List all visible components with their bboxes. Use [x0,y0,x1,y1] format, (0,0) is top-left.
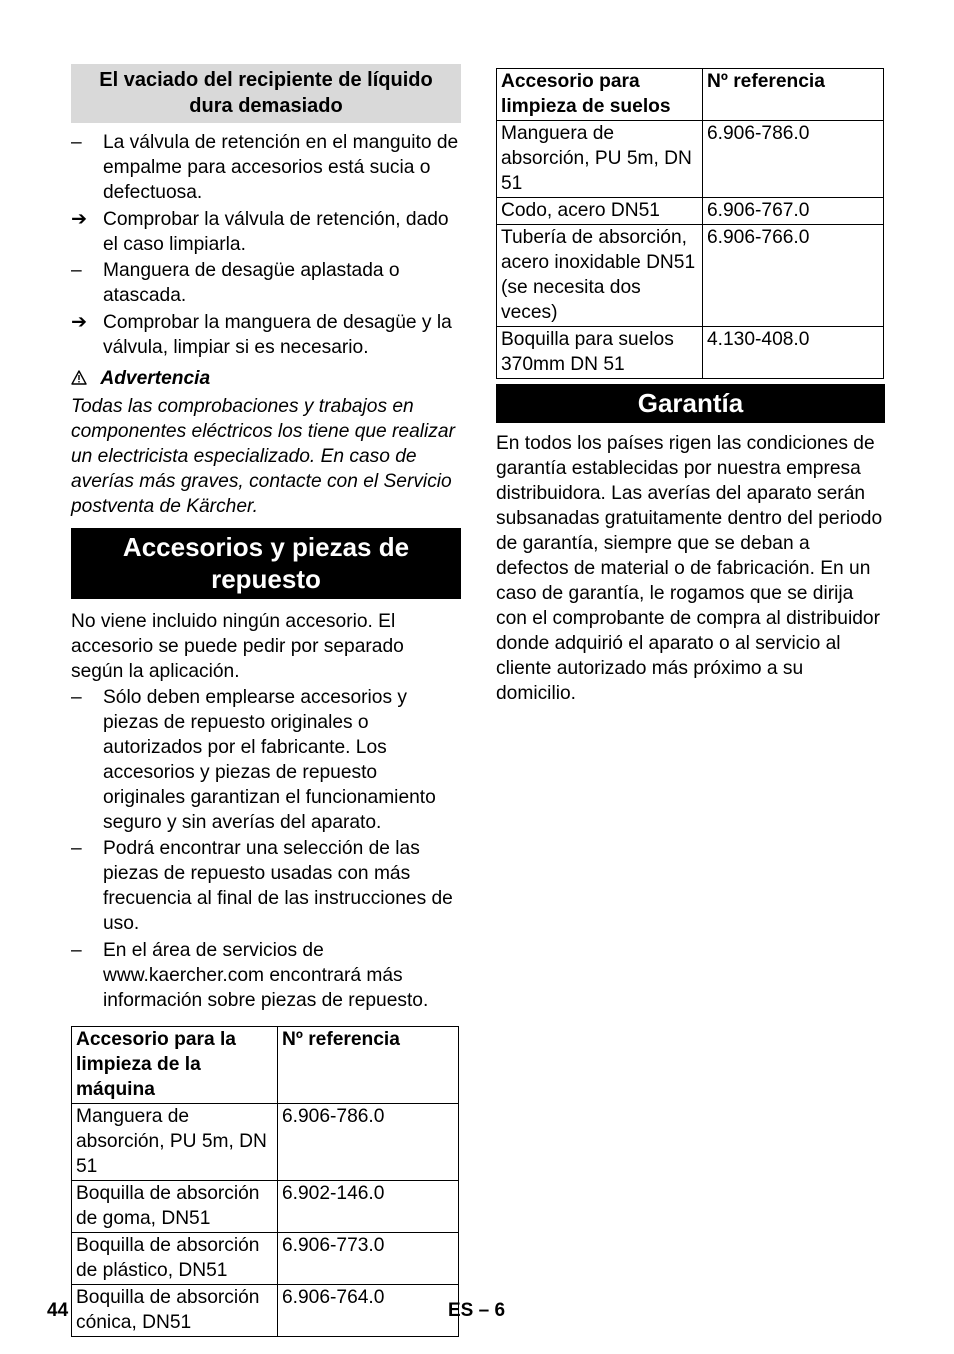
reference-cell: 4.130-408.0 [703,327,884,379]
accessories-notes [71,685,461,1013]
table-row [72,1103,459,1180]
page-number: 44 [47,1300,69,1321]
table-row [497,225,884,327]
accessory-cell: Boquilla de absorción de goma, DN51 [72,1180,278,1232]
arrow-right-icon: ➔ [71,208,88,230]
table-row [497,327,884,379]
list-item-text: La válvula de retención en el manguito de empalme para accesorios está sucia o defectuosa. [103,132,459,203]
accessory-cell: Codo, acero DN51 [497,198,703,225]
header-cell: Nº referencia [703,69,884,121]
reference-cell: 6.906-773.0 [278,1232,459,1284]
list-item [71,258,461,308]
warranty-text: En todos los países rigen las condiciones de garantía establecidas por nuestra empresa distribuidora. Las averías del aparato serán subsanadas gratuitamente dentro del periodo de garantía, siempre que se deban a defectos de material o de fabricación. En un caso de garantía, le rogamos que se dirija con el comprobante de compra al distribuidor donde adquirió el aparato o al servicio al cliente autorizado más próximo a su domicilio. [496,433,883,704]
table-row [72,1284,459,1336]
reference-cell: 6.906-764.0 [278,1284,459,1336]
accessory-cell: Manguera de absorción, PU 5m, DN 51 [72,1103,278,1180]
table-row [497,121,884,198]
right-column [496,68,885,706]
warning-title [71,366,461,391]
list-item [71,310,461,360]
language-page-label: ES – 6 [448,1300,506,1321]
machine-accessories-table [71,1026,459,1337]
warning-text: Todas las comprobaciones y trabajos en componentes eléctricos los tiene que realizar un electricista especializado. En caso de averías más graves, contacte con el Servicio postventa de Kärcher. [71,395,455,517]
table-row [72,1180,459,1232]
dash-marker: – [71,686,82,708]
list-item-text: Comprobar la manguera de desagüe y la válvula, limpiar si es necesario. [103,311,452,358]
accessories-heading: Accesorios y piezas de repuesto [71,528,461,599]
accessory-cell: Boquilla para suelos 370mm DN 51 [497,327,703,379]
list-item [71,836,461,936]
list-item [71,130,461,205]
header-cell: Accesorio para la limpieza de la máquina [72,1026,278,1103]
header-cell: Accesorio para limpieza de suelos [497,69,703,121]
list-item-text: En el área de servicios de www.kaercher.com encontrará más información sobre piezas de repuesto. [103,939,429,1011]
floor-accessories-table [496,68,884,379]
arrow-right-icon: ➔ [71,311,88,333]
warranty-heading: Garantía [496,384,885,423]
list-item-text: Manguera de desagüe aplastada o atascada. [103,260,400,306]
dash-marker: – [71,132,82,153]
dash-marker: – [71,939,82,961]
table-row [497,198,884,225]
accessory-cell: Boquilla de absorción de plástico, DN51 [72,1232,278,1284]
dash-marker: – [71,260,82,281]
warning-triangle-icon [71,368,92,389]
reference-cell: 6.902-146.0 [278,1180,459,1232]
warning-title-text: Advertencia [100,367,211,389]
accessory-cell: Tubería de absorción, acero inoxidable DN51 (se necesita dos veces) [497,225,703,327]
list-item-text: Sólo deben emplearse accesorios y piezas de repuesto originales o autorizados por el fabricante. Los accesorios y piezas de repuesto originales garantizan el funcionamiento seguro y sin averías del aparato. [103,686,436,833]
accessories-intro: No viene incluido ningún accesorio. El accesorio se puede pedir por separado según la aplicación. [71,610,404,682]
table-row [72,1232,459,1284]
list-item-text: Podrá encontrar una selección de las piezas de repuesto usadas con más frecuencia al final de las instrucciones de uso. [103,838,453,934]
list-item [71,207,461,257]
list-item-text: Comprobar la válvula de retención, dado el caso limpiarla. [103,208,449,255]
accessory-cell: Manguera de absorción, PU 5m, DN 51 [497,121,703,198]
table-header-row [72,1026,459,1103]
dash-marker: – [71,838,82,859]
reference-cell: 6.906-766.0 [703,225,884,327]
reference-cell: 6.906-786.0 [278,1103,459,1180]
accessory-cell: Boquilla de absorción cónica, DN51 [72,1284,278,1336]
header-cell: Nº referencia [278,1026,459,1103]
list-item [71,685,461,835]
reference-cell: 6.906-786.0 [703,121,884,198]
troubleshooting-heading: El vaciado del recipiente de líquido dura demasiado [71,64,461,123]
left-column [71,64,461,1337]
table-header-row [497,69,884,121]
reference-cell: 6.906-767.0 [703,198,884,225]
troubleshooting-list [71,130,461,360]
list-item [71,938,461,1013]
